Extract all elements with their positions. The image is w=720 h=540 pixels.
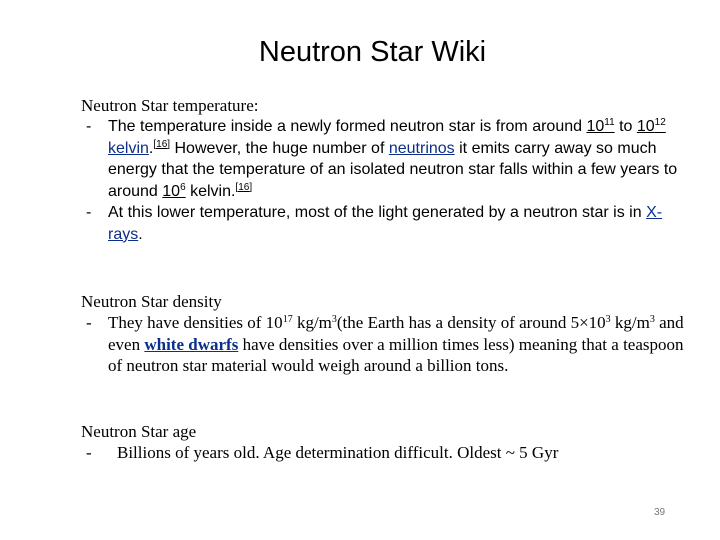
bullet-text: The temperature inside a newly formed neutron star is from around bbox=[108, 118, 587, 135]
bullet-text: Billions of years old. Age determination difficult. Oldest ~ 5 Gyr bbox=[117, 443, 559, 462]
link-kelvin[interactable]: kelvin bbox=[108, 139, 149, 157]
bullet-text: have densities over a million times less) meaning that a teaspoon of neutron star material would weigh around a billion tons. bbox=[108, 334, 684, 375]
bullet-text: . bbox=[138, 225, 143, 243]
citation-link[interactable]: [16] bbox=[153, 138, 171, 150]
bullet-item bbox=[81, 116, 691, 202]
superscript: 6 bbox=[180, 181, 186, 193]
superscript: 3 bbox=[605, 314, 611, 325]
section-density bbox=[81, 291, 691, 377]
bullet-text: They have densities of 10 bbox=[108, 313, 283, 332]
section-temperature bbox=[81, 95, 691, 245]
bullet-text: kg/m bbox=[292, 313, 332, 332]
link-white-dwarfs[interactable]: white dwarfs bbox=[144, 334, 239, 354]
section-heading: Neutron Star density bbox=[81, 292, 222, 311]
exponent-base: $10^6$ bbox=[162, 181, 186, 200]
section-age bbox=[81, 421, 691, 464]
exponent-base: $10^{11}$ bbox=[586, 117, 615, 135]
exponent-base: $10^{12}$ bbox=[636, 117, 666, 135]
superscript: 11 bbox=[604, 117, 615, 128]
bullet-text: At this lower temperature, most of the light generated by a neutron star is in bbox=[108, 204, 647, 221]
link-neutrinos[interactable]: neutrinos bbox=[388, 139, 455, 157]
page-number: 39 bbox=[654, 507, 666, 518]
section-heading: Neutron Star age bbox=[81, 422, 197, 441]
bullet-text: and even bbox=[108, 313, 684, 354]
bullet-dash: - bbox=[86, 443, 92, 462]
bullet-text: kelvin. bbox=[185, 182, 236, 200]
bullet-dash: - bbox=[86, 118, 92, 135]
bullet-item bbox=[81, 442, 691, 464]
bullet-text: . bbox=[148, 139, 154, 157]
bullet-text: kg/m bbox=[610, 313, 650, 332]
bullet-item bbox=[81, 312, 691, 377]
bullet-item bbox=[81, 202, 691, 245]
bullet-dash: - bbox=[86, 313, 92, 332]
bullet-text: However, the huge number of bbox=[170, 139, 389, 157]
bullet-dash: - bbox=[86, 204, 92, 221]
bullet-text: (the Earth has a density of around 5×10 bbox=[336, 313, 606, 332]
superscript: 3 bbox=[649, 314, 655, 325]
slide-title: Neutron Star Wiki bbox=[258, 36, 487, 68]
link-x-rays[interactable]: X-rays bbox=[108, 204, 663, 243]
section-heading: Neutron Star temperature: bbox=[81, 96, 259, 115]
superscript: 12 bbox=[654, 117, 666, 128]
citation-link[interactable]: [16] bbox=[235, 181, 253, 193]
superscript: 17 bbox=[282, 314, 293, 325]
bullet-text: to bbox=[614, 118, 637, 135]
superscript: 3 bbox=[331, 314, 337, 325]
bullet-text: it emits carry away so much energy that the temperature of an isolated neutron star falls within a few years to around bbox=[108, 139, 678, 200]
